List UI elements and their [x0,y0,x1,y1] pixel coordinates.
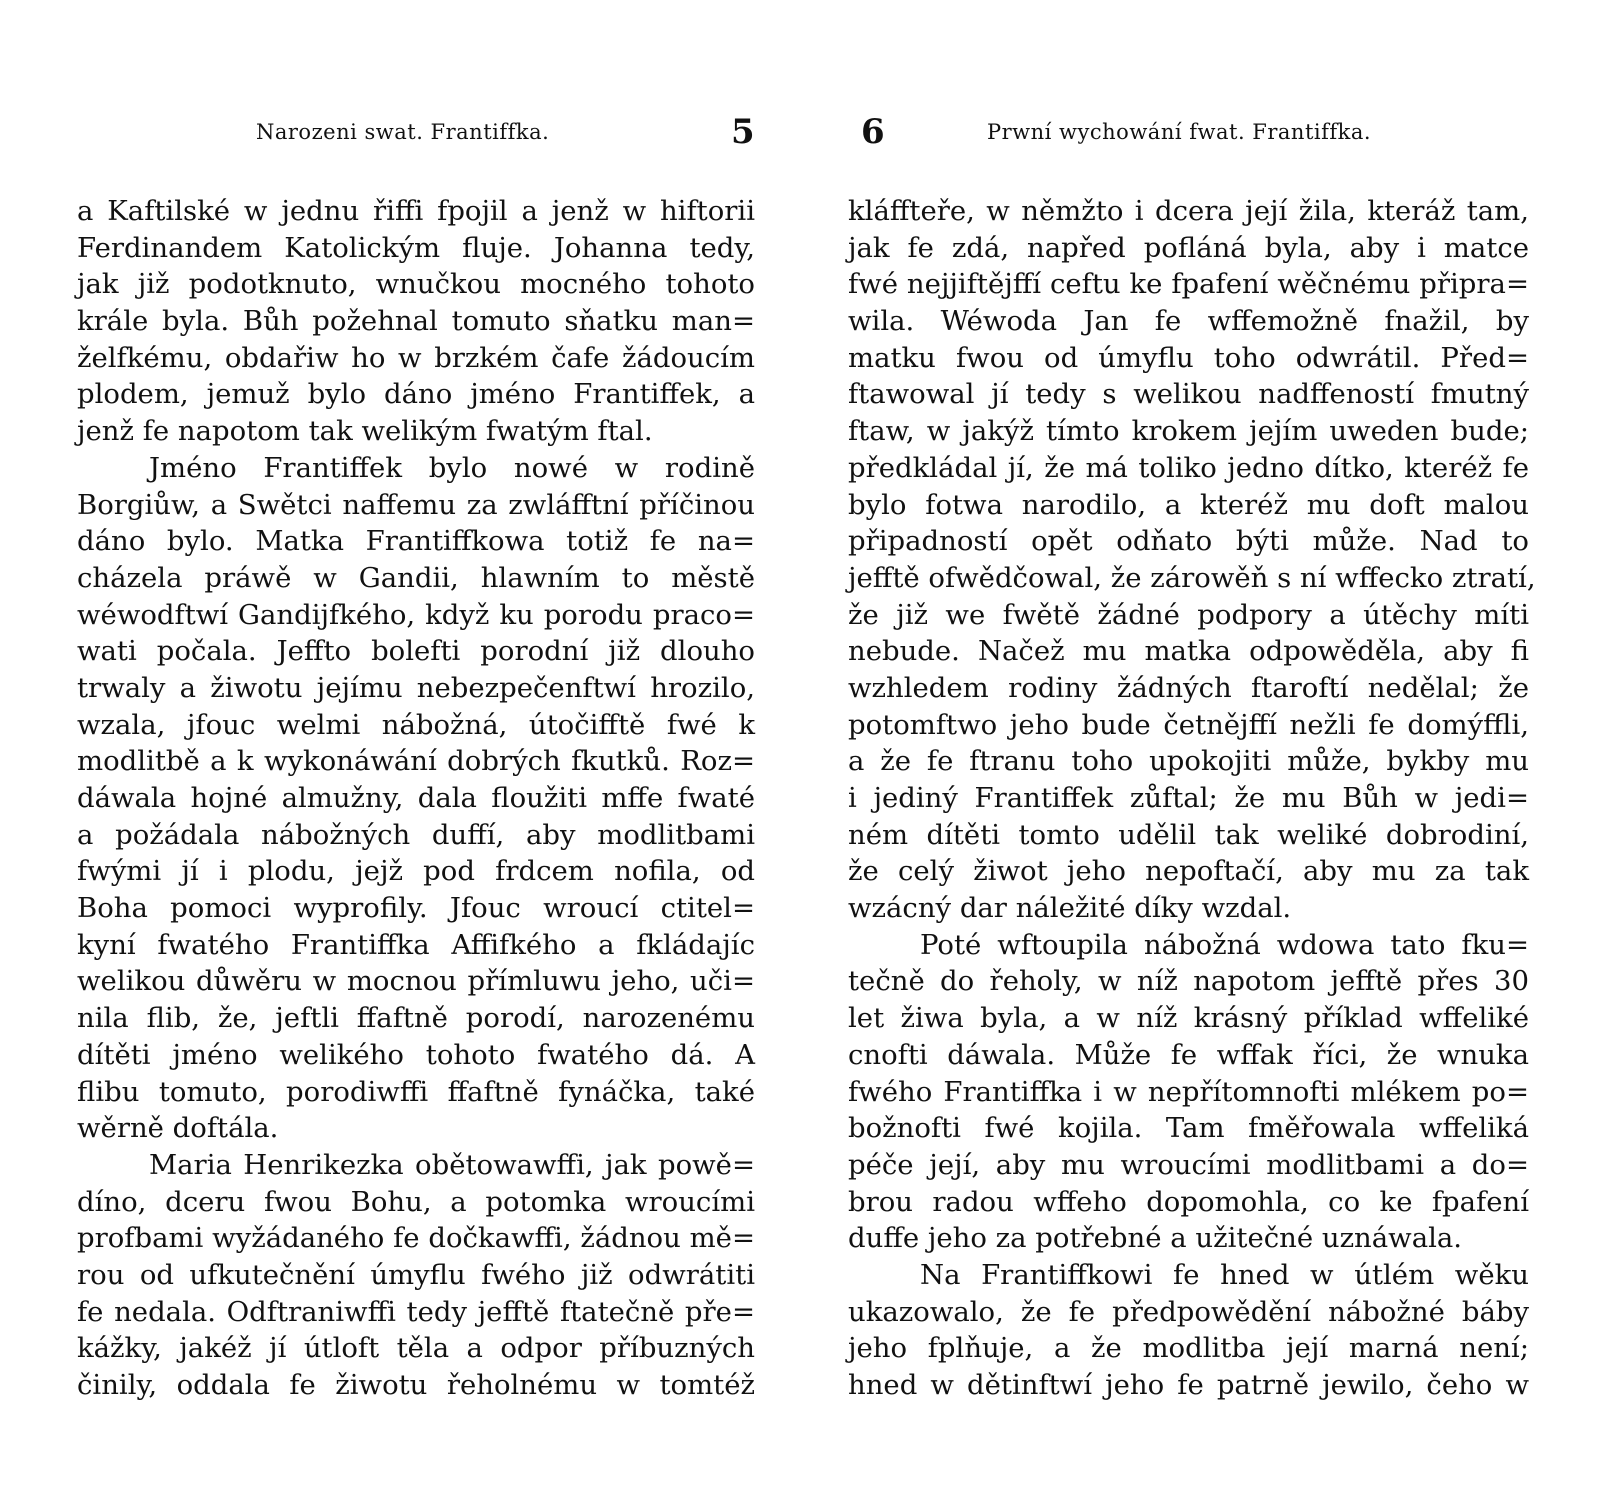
text-line: a požádala nábožných duffí, aby modlitbami [77,818,755,851]
text-line: potomftwo jeho bude četnějffí nežli fe domýffli, [848,708,1529,741]
text-line: a Kaftilské w jednu řiffi fpojil a jenž w hiftorii [77,195,755,227]
text-line: jeho fplňuje, a že modlitba její marná není; [848,1332,1529,1365]
text-line: připadností opět odňato býti může. Nad to [848,525,1529,558]
text-line: let žiwa byla, a w níž krásný příklad wffeliké [848,1002,1529,1035]
body-text [848,193,1536,1404]
text-line: fwé nejjiftějffí ceftu ke fpafení wěčnému připra= [848,268,1529,301]
text-line: díno, dceru fwou Bohu, a potomka wroucími [77,1185,755,1218]
text-line: flibu tomuto, porodiwffi ffaftně fynáčka, také [77,1075,755,1108]
text-line: jefftě ofwědčowal, že zárowěň s ní wffecko ztratí, [848,561,1536,594]
text-line: tečně do řeholy, w níž napotom jefftě přes 30 [848,965,1529,998]
text-line: welikou důwěru w mocnou přímluwu jeho, uči= [77,965,755,998]
text-line: wzala, jfouc welmi nábožná, útočifftě fwé k [77,708,755,741]
text-line: wzhledem rodiny žádných ftaroftí nedělal; že [848,671,1529,704]
text-line: Jméno Frantiffek bylo nowé w rodině [149,451,755,484]
text-line: Ferdinandem Katolickým fluje. Johanna tedy, [77,231,755,264]
text-line: ném dítěti tomto udělil tak weliké dobrodiní, [848,818,1529,851]
text-line: Maria Henrikezka obětowawffi, jak powě= [149,1148,755,1181]
text-line: ukazowalo, že fe předpowědění nábožné báby [848,1295,1529,1328]
text-line: Borgiůw, a Swětci naffemu za zwláfftní příčinou [77,488,755,521]
running-title: Prwní wychowání fwat. Frantiffka. [987,120,1372,144]
text-line: ftaw, w jakýž tímto krokem jejím uweden bude; [848,415,1529,448]
right-page [803,0,1606,1500]
text-line: wěrně doftála. [77,1112,279,1145]
text-line: modlitbě a k wykonáwání dobrých fkutků. Roz= [77,745,755,778]
text-line: rou od ufkutečnění úmyflu fwého již odwrátiti [77,1258,755,1291]
text-line: že již we fwětě žádné podpory a útěchy míti [848,598,1529,631]
text-line: nila flib, že, jeftli ffaftně porodí, narozenému [77,1002,755,1035]
page-number: 5 [731,112,755,152]
text-line: hned w dětinftwí jeho fe patrně jewilo, čeho w [848,1369,1529,1401]
text-line: želfkému, obdařiw ho w brzkém čafe žádoucím [77,341,755,374]
text-line: bylo fotwa narodilo, a kteréž mu doft malou [848,488,1529,521]
text-line: ftawowal jí tedy s welikou nadffeností fmutný [848,378,1529,411]
text-line: Na Frantiffkowi fe hned w útlém wěku [920,1258,1529,1291]
text-line: jenž fe napotom tak welikým fwatým ftal. [77,415,653,448]
text-line: Poté wftoupila nábožná wdowa tato fku= [920,928,1529,961]
text-line: duffe jeho za potřebné a užitečné uznáwala. [848,1222,1463,1255]
text-line: cnofti dáwala. Může fe wffak říci, že wnuka [848,1038,1529,1071]
text-line: wila. Wéwoda Jan fe wffemožně fnažil, by [848,305,1529,338]
text-line: dáno bylo. Matka Frantiffkowa totiž fe na= [77,525,755,558]
text-line: krále byla. Bůh požehnal tomuto sňatku man= [77,305,755,338]
text-line: nebude. Načež mu matka odpowěděla, aby fi [848,635,1529,668]
text-line: brou radou wffeho dopomohla, co ke fpafení [848,1185,1529,1218]
text-line: kyní fwatého Frantiffka Affifkého a fkládajíc [77,928,755,961]
text-line: wéwodftwí Gandijfkého, když ku porodu praco= [77,598,755,631]
text-line: fe nedala. Odftraniwffi tedy jefftě ftatečně pře= [77,1295,755,1328]
text-line: dítěti jméno welikého tohoto fwatého dá. A [77,1038,755,1071]
text-line: dáwala hojné almužny, dala floužiti mffe fwaté [77,782,755,814]
text-line: jak již podotknuto, wnučkou mocného tohoto [77,268,755,301]
page-number: 6 [861,112,885,152]
text-line: profbami wyžádaného fe dočkawffi, žádnou mě= [77,1222,755,1255]
text-line: fwého Frantiffka i w nepřítomnofti mlékem po= [848,1075,1529,1108]
text-line: wzácný dar náležité díky wzdal. [848,892,1292,925]
text-line: kážky, jakéž jí útloft těla a odpor příbuzných [77,1332,755,1365]
text-line: předkládal jí, že má toliko jedno dítko, kteréž fe [848,451,1529,484]
text-line: plodem, jemuž bylo dáno jméno Frantiffek, a [77,378,755,411]
text-line: jak fe zdá, napřed pofláná byla, aby i matce [848,231,1529,264]
text-line: wati počala. Jeffto bolefti porodní již dlouho [77,635,755,668]
text-line: Boha pomoci wyprofily. Jfouc wroucí ctitel= [77,892,755,925]
body-text [77,193,755,1404]
text-line: kláffteře, w němžto i dcera její žila, kteráž tam, [848,195,1529,227]
running-title: Narozeni swat. Frantiffka. [256,120,550,144]
text-line: božnofti fwé kojila. Tam fměřowala wffeliká [848,1112,1529,1145]
text-line: i jediný Frantiffek zůftal; že mu Bůh w jedi= [848,782,1529,814]
text-line: a že fe ftranu toho upokojiti může, bykby mu [848,745,1529,778]
text-line: matku fwou od úmyflu toho odwrátil. Před= [848,341,1529,374]
text-line: trwaly a žiwotu jejímu nebezpečenftwí hrozilo, [77,671,755,704]
text-line: cházela práwě w Gandii, hlawním to městě [77,561,755,594]
text-line: péče její, aby mu wroucími modlitbami a do= [848,1148,1529,1181]
text-line: že celý žiwot jeho nepoftačí, aby mu za tak [848,855,1529,888]
text-line: činily, oddala fe žiwotu řeholnému w tomtéž [77,1369,755,1401]
text-line: fwými jí i plodu, jejž pod frdcem nofila, od [77,855,755,888]
